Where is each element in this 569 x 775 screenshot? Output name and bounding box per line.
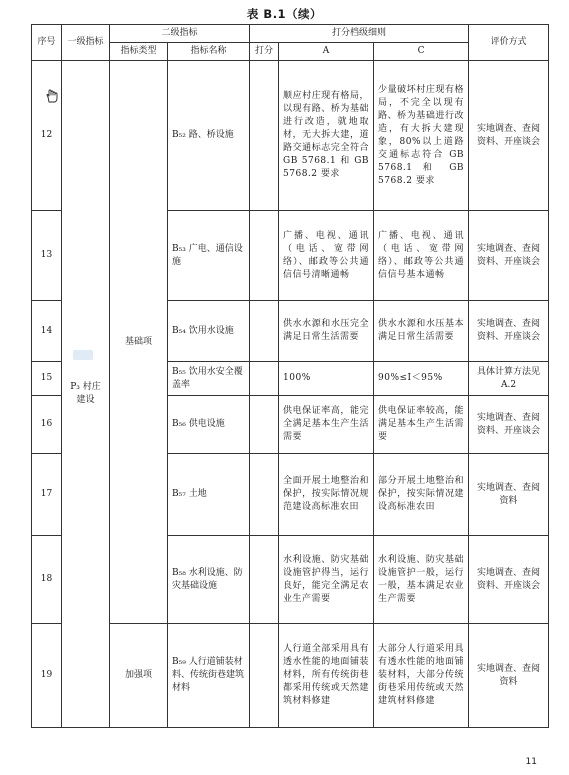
- table-caption: 表 B.1（续）: [246, 7, 323, 21]
- indicator-table: [31, 24, 549, 728]
- row-seq: 19: [32, 624, 62, 728]
- score-cell: [250, 454, 279, 536]
- level1-cell: P₃ 村庄建设: [62, 61, 110, 728]
- row-seq: 12: [32, 61, 62, 211]
- eval-method: 具体计算方法见 A.2: [469, 362, 549, 396]
- hand-pointer-icon: [45, 89, 59, 103]
- indicator-name: B₅₈ 水利设施、防灾基础设施: [168, 536, 250, 624]
- header-type: 指标类型: [110, 43, 168, 61]
- eval-method: 实地调查、查阅资料: [469, 624, 549, 728]
- eval-method: 实地调查、查阅资料、开座谈会: [469, 211, 549, 301]
- row-seq: 18: [32, 536, 62, 624]
- score-cell: [250, 624, 279, 728]
- score-cell: [250, 211, 279, 301]
- row-seq: 13: [32, 211, 62, 301]
- header-level2: 二级指标: [110, 25, 250, 43]
- header-name: 指标名称: [168, 43, 250, 61]
- indicator-name: B₅₆ 供电设施: [168, 396, 250, 454]
- indicator-name: B₅₃ 广电、通信设施: [168, 211, 250, 301]
- indicator-name: B₅₉ 人行道铺装材料、传统街巷建筑材料: [168, 624, 250, 728]
- table-row: [32, 624, 549, 728]
- row-seq: 14: [32, 301, 62, 362]
- indicator-name: B₅₅ 饮用水安全覆盖率: [168, 362, 250, 396]
- header-score: 打分: [250, 43, 279, 61]
- eval-method: 实地调查、查阅资料、开座谈会: [469, 536, 549, 624]
- score-cell: [250, 396, 279, 454]
- level-a-desc: 水利设施、防灾基础设施管护得当，运行良好，能完全满足农业生产需要: [279, 536, 374, 624]
- level-c-desc: 广播、电视、通讯（电话、宽带网络）、邮政等公共通信信号基本通畅: [374, 211, 469, 301]
- header-c: C: [374, 43, 469, 61]
- level-a-desc: 100%: [279, 362, 374, 396]
- level-c-desc: 大部分人行道采用具有透水性能的地面铺装材料，大部分传统街巷采用传统或天然建筑材料修建: [374, 624, 469, 728]
- eval-method: 实地调查、查阅资料、开座谈会: [469, 396, 549, 454]
- level-c-desc: 水利设施、防灾基础设施管护一般，运行一般，基本满足农业生产需要: [374, 536, 469, 624]
- eval-method: 实地调查、查阅资料、开座谈会: [469, 301, 549, 362]
- level-c-desc: 90%≤I＜95%: [374, 362, 469, 396]
- scan-smudge: [73, 350, 93, 360]
- level-a-desc: 供电保证率高，能完全满足基本生产生活需要: [279, 396, 374, 454]
- level-a-desc: 顺应村庄现有格局，以现有路、桥为基础进行改造，就地取材，无大拆大建，道路交通标志完全符合 GB 5768.1 和 GB 5768.2 要求: [279, 61, 374, 211]
- header-scoring: 打分档级细则: [250, 25, 469, 43]
- level-c-desc: 供水水源和水压基本满足日常生活需要: [374, 301, 469, 362]
- table-row: [32, 61, 549, 211]
- indicator-name: B₅₂ 路、桥设施: [168, 61, 250, 211]
- header-level1: 一级指标: [62, 25, 110, 61]
- score-cell: [250, 362, 279, 396]
- level-c-desc: 部分开展土地整治和保护，按实际情况建设高标准农田: [374, 454, 469, 536]
- level-c-desc: 少量破坏村庄现有格局，不完全以现有路、桥为基础进行改造，有大拆大建现象，80%以上道路交通标志符合 GB 5768.1 和 GB 5768.2 要求: [374, 61, 469, 211]
- indicator-name: B₅₄ 饮用水设施: [168, 301, 250, 362]
- header-eval: 评价方式: [469, 25, 549, 61]
- header-a: A: [279, 43, 374, 61]
- page-number: 11: [525, 757, 537, 767]
- level-a-desc: 广播、电视、通讯（电话、宽带网络）、邮政等公共通信信号清晰通畅: [279, 211, 374, 301]
- level-c-desc: 供电保证率较高，能满足基本生产生活需要: [374, 396, 469, 454]
- row-seq: 17: [32, 454, 62, 536]
- indicator-name: B₅₇ 土地: [168, 454, 250, 536]
- type-basic: 基础项: [110, 61, 168, 624]
- score-cell: [250, 61, 279, 211]
- row-seq: 16: [32, 396, 62, 454]
- row-seq: 15: [32, 362, 62, 396]
- score-cell: [250, 301, 279, 362]
- level-a-desc: 全面开展土地整治和保护，按实际情况规范建设高标准农田: [279, 454, 374, 536]
- level-a-desc: 人行道全部采用具有透水性能的地面铺装材料，所有传统街巷都采用传统或天然建筑材料修建: [279, 624, 374, 728]
- eval-method: 实地调查、查阅资料、开座谈会: [469, 61, 549, 211]
- score-cell: [250, 536, 279, 624]
- eval-method: 实地调查、查阅资料: [469, 454, 549, 536]
- header-seq: 序号: [32, 25, 62, 61]
- level-a-desc: 供水水源和水压完全满足日常生活需要: [279, 301, 374, 362]
- type-enhanced: 加强项: [110, 624, 168, 728]
